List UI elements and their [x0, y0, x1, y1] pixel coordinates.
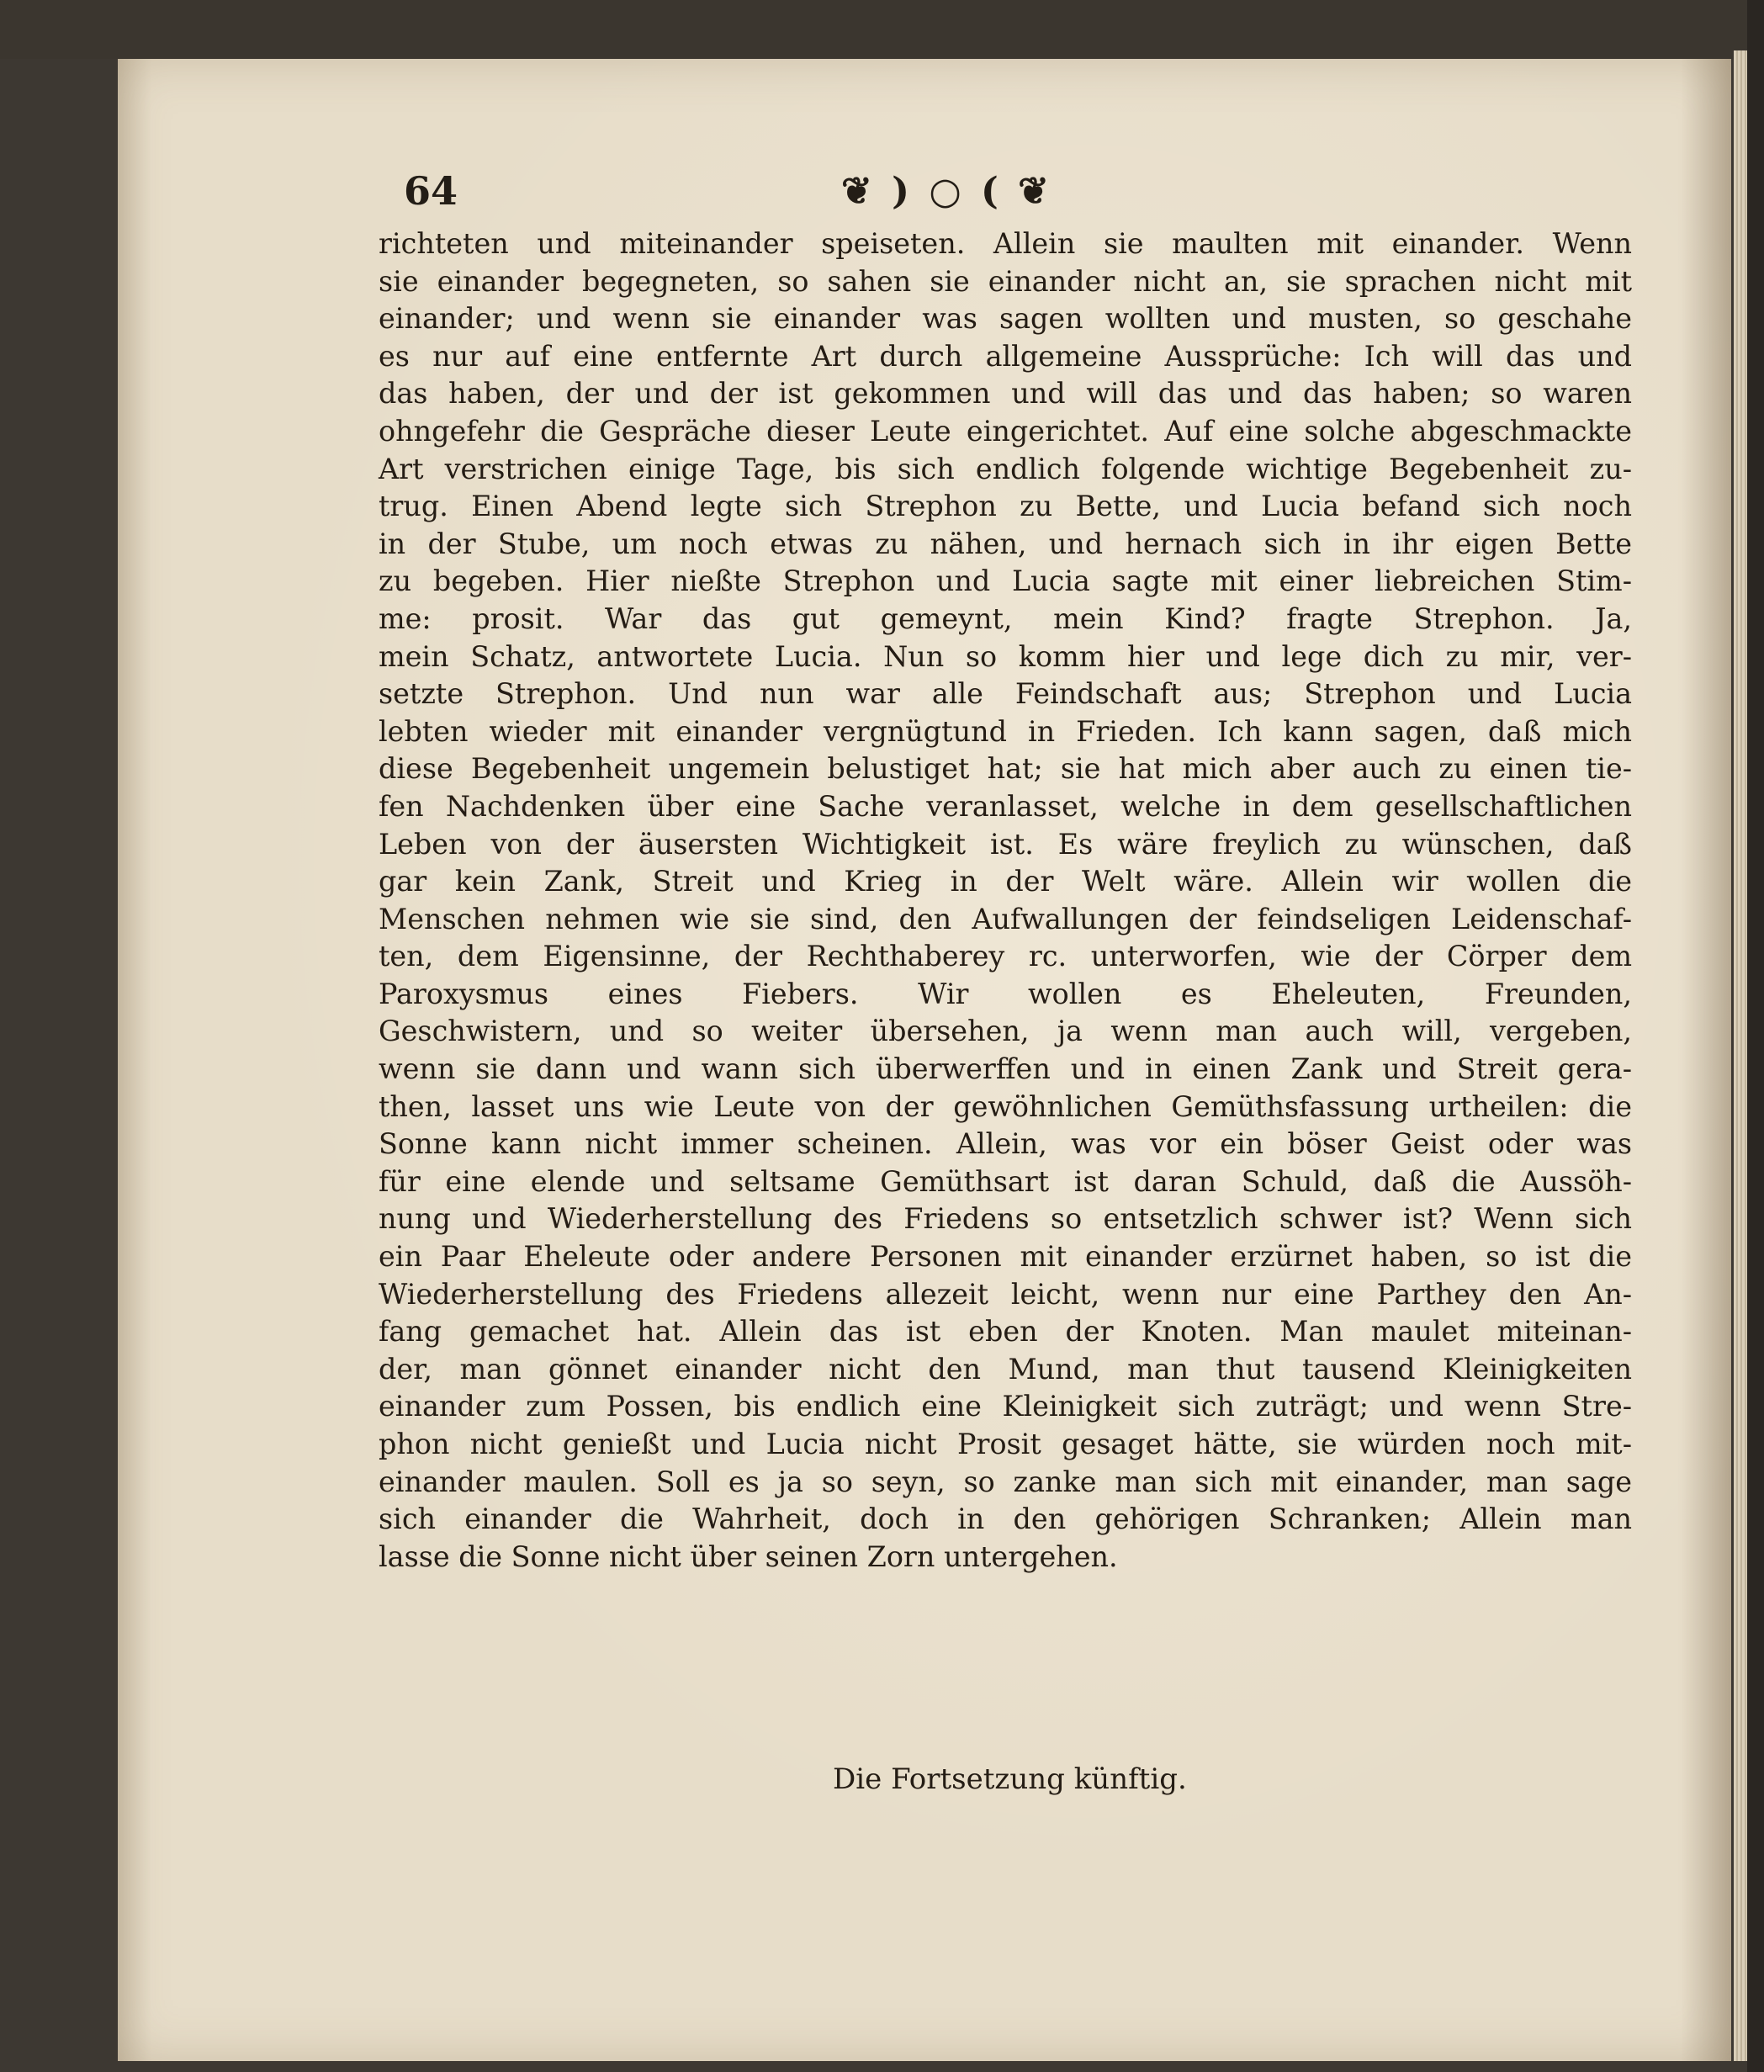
text-line: es nur auf eine entfernte Art durch allgemeine Aussprüche: Ich will das und — [379, 339, 1632, 373]
text-line: einander zum Possen, bis endlich eine Kleinigkeit sich zuträgt; und wenn Stre- — [379, 1390, 1632, 1423]
text-line: zu begeben. Hier nießte Strephon und Lucia sagte mit einer liebreichen Stim- — [379, 564, 1632, 598]
text-line: nung und Wiederherstellung des Friedens so entsetzlich schwer ist? Wenn sich — [379, 1202, 1632, 1236]
text-line: wenn sie dann und wann sich überwerffen und in einen Zank und Streit gera- — [379, 1052, 1632, 1086]
text-line: ein Paar Eheleute oder andere Personen mit einander erzürnet haben, so ist die — [379, 1240, 1632, 1274]
text-line: das haben, der und der ist gekommen und will das und das haben; so waren — [379, 377, 1632, 411]
text-line: setzte Strephon. Und nun war alle Feindschaft aus; Strephon und Lucia — [379, 677, 1632, 711]
scan-background-right — [1747, 0, 1764, 2072]
text-line: me: prosit. War das gut gemeynt, mein Kind? fragte Strephon. Ja, — [379, 601, 1632, 635]
text-line: richteten und miteinander speiseten. Allein sie maulten mit einander. Wenn — [379, 227, 1632, 260]
text-line: Art verstrichen einige Tage, bis sich endlich folgende wichtige Begebenheit zu- — [379, 452, 1632, 485]
text-line: ohngefehr die Gespräche dieser Leute eingerichtet. Auf eine solche abgeschmackte — [379, 414, 1632, 448]
text-line: mein Schatz, antwortete Lucia. Nun so komm hier und lege dich zu mir, ver- — [379, 639, 1632, 673]
text-line: gar kein Zank, Streit und Krieg in der Welt wäre. Allein wir wollen die — [379, 865, 1632, 898]
text-line: für eine elende und seltsame Gemüthsart ist daran Schuld, daß die Aussöh- — [379, 1164, 1632, 1198]
text-line: lebten wieder mit einander vergnügtund in Frieden. Ich kann sagen, daß mich — [379, 714, 1632, 748]
text-line: then, lasset uns wie Leute von der gewöhnlichen Gemüthsfassung urtheilen: die — [379, 1089, 1632, 1123]
text-line: einander maulen. Soll es ja so seyn, so zanke man sich mit einander, man sage — [379, 1465, 1632, 1498]
header-ornament: ❦ ) ○ ( ❦ — [841, 170, 1053, 213]
text-line: Menschen nehmen wie sie sind, den Aufwallungen der feindseligen Leidenschaf- — [379, 902, 1632, 935]
page-number: 64 — [404, 168, 458, 214]
closing-line: Die Fortsetzung künftig. — [833, 1762, 1187, 1796]
page-header — [404, 168, 1632, 227]
text-line: Paroxysmus eines Fiebers. Wir wollen es Eheleuten, Freunden, — [379, 977, 1632, 1010]
page-edges — [1734, 50, 1747, 2061]
text-line: lasse die Sonne nicht über seinen Zorn untergehen. — [379, 1539, 1118, 1573]
text-line: fang gemachet hat. Allein das ist eben der Knoten. Man maulet miteinan- — [379, 1315, 1632, 1349]
text-line: Leben von der äusersten Wichtigkeit ist. Es wäre freylich zu wünschen, daß — [379, 827, 1632, 861]
text-line: ten, dem Eigensinne, der Rechthaberey rc. unterworfen, wie der Cörper dem — [379, 940, 1632, 973]
text-line: sie einander begegneten, so sahen sie einander nicht an, sie sprachen nicht mit — [379, 264, 1632, 298]
text-line: trug. Einen Abend legte sich Strephon zu Bette, und Lucia befand sich noch — [379, 490, 1632, 523]
text-line: Wiederherstellung des Friedens allezeit leicht, wenn nur eine Parthey den An- — [379, 1277, 1632, 1311]
text-line: Sonne kann nicht immer scheinen. Allein, was vor ein böser Geist oder was — [379, 1127, 1632, 1161]
text-line: fen Nachdenken über eine Sache veranlasset, welche in dem gesellschaftlichen — [379, 789, 1632, 823]
text-line: sich einander die Wahrheit, doch in den gehörigen Schranken; Allein man — [379, 1502, 1632, 1536]
text-line: diese Begebenheit ungemein belustiget hat; sie hat mich aber auch zu einen tie- — [379, 752, 1632, 786]
text-line: Geschwistern, und so weiter übersehen, ja wenn man auch will, vergeben, — [379, 1015, 1632, 1048]
text-line: einander; und wenn sie einander was sagen wollten und musten, so geschahe — [379, 302, 1632, 336]
body-text — [379, 225, 1632, 1576]
text-line: in der Stube, um noch etwas zu nähen, und hernach sich in ihr eigen Bette — [379, 527, 1632, 560]
text-line: phon nicht genießt und Lucia nicht Prosit gesaget hätte, sie würden noch mit- — [379, 1428, 1632, 1460]
text-line: der, man gönnet einander nicht den Mund, man thut tausend Kleinigkeiten — [379, 1352, 1632, 1386]
scan-background-top — [0, 0, 1764, 59]
